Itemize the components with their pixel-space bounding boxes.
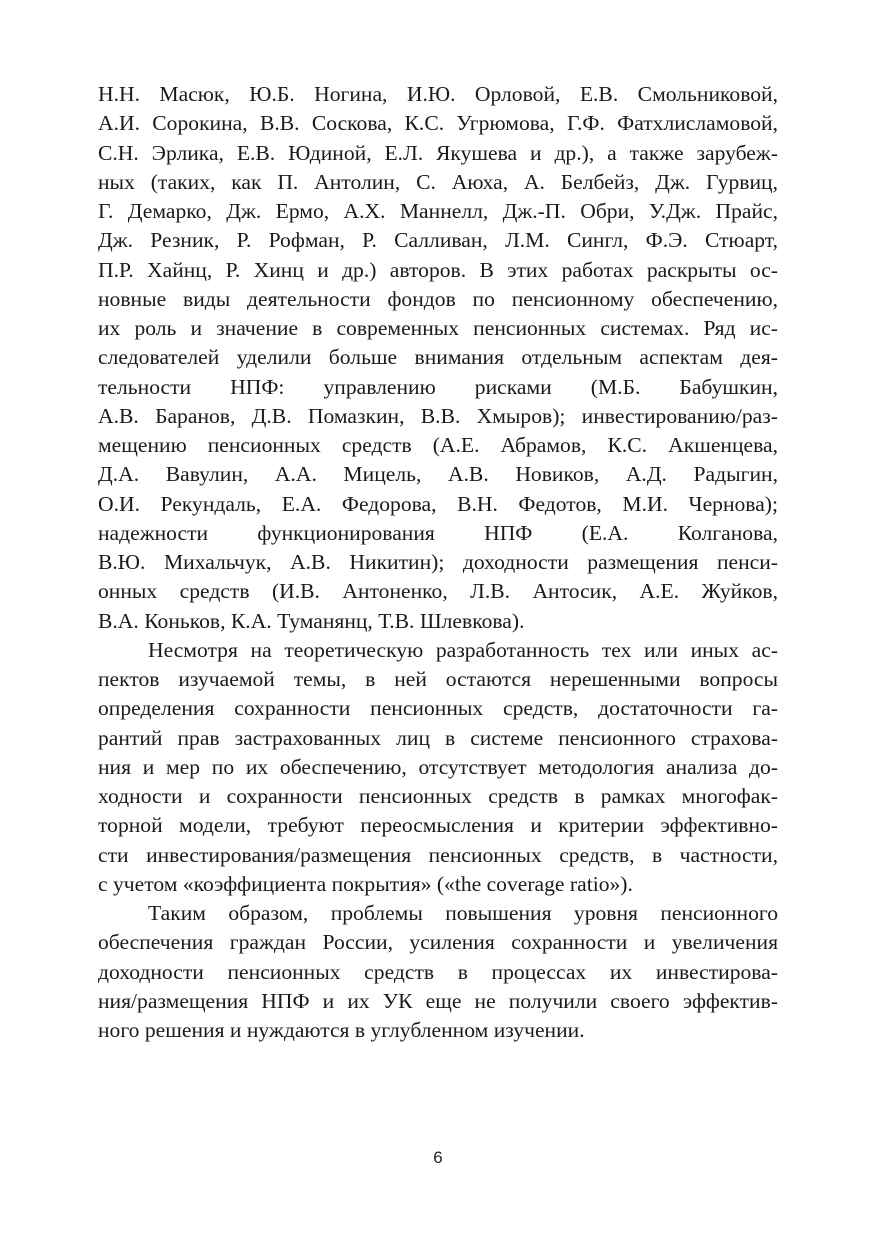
text-line: ния/размещения НПФ и их УК еще не получили своего эффектив- [98,988,778,1013]
text-line: В.Ю. Михальчук, А.В. Никитин); доходности размещения пенси- [98,550,778,574]
text-line: П.Р. Хайнц, Р. Хинц и др.) авторов. В этих работах раскрыты ос- [98,257,778,282]
text-line: Д.А. Вавулин, А.А. Мицель, А.В. Новиков, А.Д. Радыгин, [98,462,778,487]
text-line: их роль и значение в современных пенсионных системах. Ряд ис- [98,316,778,340]
page-number: 6 [433,1148,443,1167]
text-line: Несмотря на теоретическую разработанность тех или иных ас- [148,637,778,662]
text-line: надежности функционирования НПФ (Е.А. Колганова, [98,520,778,545]
page-body [98,80,778,1045]
text-line: Н.Н. Масюк, Ю.Б. Ногина, И.Ю. Орловой, Е.В. Смольниковой, [98,82,778,106]
text-line: Г. Демарко, Дж. Ермо, А.Х. Маннелл, Дж.-П. Обри, У.Дж. Прайс, [98,199,778,223]
text-line: В.А. Коньков, К.А. Туманянц, Т.В. Шлевкова). [98,608,525,633]
text-line: тельности НПФ: управлению рисками (М.Б. Бабушкин, [98,374,778,399]
text-line: С.Н. Эрлика, Е.В. Юдиной, Е.Л. Якушева и др.), а также зарубеж- [98,140,778,165]
text-line: ходности и сохранности пенсионных средств в рамках многофак- [98,784,778,808]
text-line: обеспечения граждан России, усиления сохранности и увеличения [98,930,778,955]
text-line: с учетом «коэффициента покрытия» («the coverage ratio»). [98,871,633,896]
paragraph-literature-review [98,80,778,636]
text-line: ния и мер по их обеспечению, отсутствует методология анализа до- [98,754,778,779]
text-line: ных (таких, как П. Антолин, С. Аюха, А. Белбейз, Дж. Гурвиц, [98,169,778,194]
text-line: Дж. Резник, Р. Рофман, Р. Салливан, Л.М. Сингл, Ф.Э. Стюарт, [98,228,778,253]
text-line: О.И. Рекундаль, Е.А. Федорова, В.Н. Федотов, М.И. Чернова); [98,491,778,516]
text-line: рантий прав застрахованных лиц в системе пенсионного страхова- [98,725,778,750]
text-line: доходности пенсионных средств в процессах их инвестирова- [98,959,778,984]
text-line: определения сохранности пенсионных средств, достаточности га- [98,696,778,721]
text-line: пектов изучаемой темы, в ней остаются нерешенными вопросы [98,667,778,691]
text-line: торной модели, требуют переосмысления и критерии эффективно- [98,813,778,838]
text-line: мещению пенсионных средств (А.Е. Абрамов, К.С. Акшенцева, [98,433,778,457]
text-line: ного решения и нуждаются в углубленном изучении. [98,1018,585,1042]
text-line: новные виды деятельности фондов по пенсионному обеспечению, [98,286,778,311]
text-line: А.В. Баранов, Д.В. Помазкин, В.В. Хмыров); инвестированию/раз- [98,403,778,428]
text-line: онных средств (И.В. Антоненко, Л.В. Антосик, А.Е. Жуйков, [98,579,778,604]
paragraph-conclusion [98,899,778,1045]
text-line: Таким образом, проблемы повышения уровня пенсионного [148,901,778,925]
text-line: А.И. Сорокина, В.В. Соскова, К.С. Угрюмова, Г.Ф. Фатхлисламовой, [98,111,778,136]
paragraph-unresolved-questions [98,636,778,899]
text-line: следователей уделили больше внимания отдельным аспектам дея- [98,345,778,370]
text-line: сти инвестирования/размещения пенсионных средств, в частности, [98,842,778,867]
